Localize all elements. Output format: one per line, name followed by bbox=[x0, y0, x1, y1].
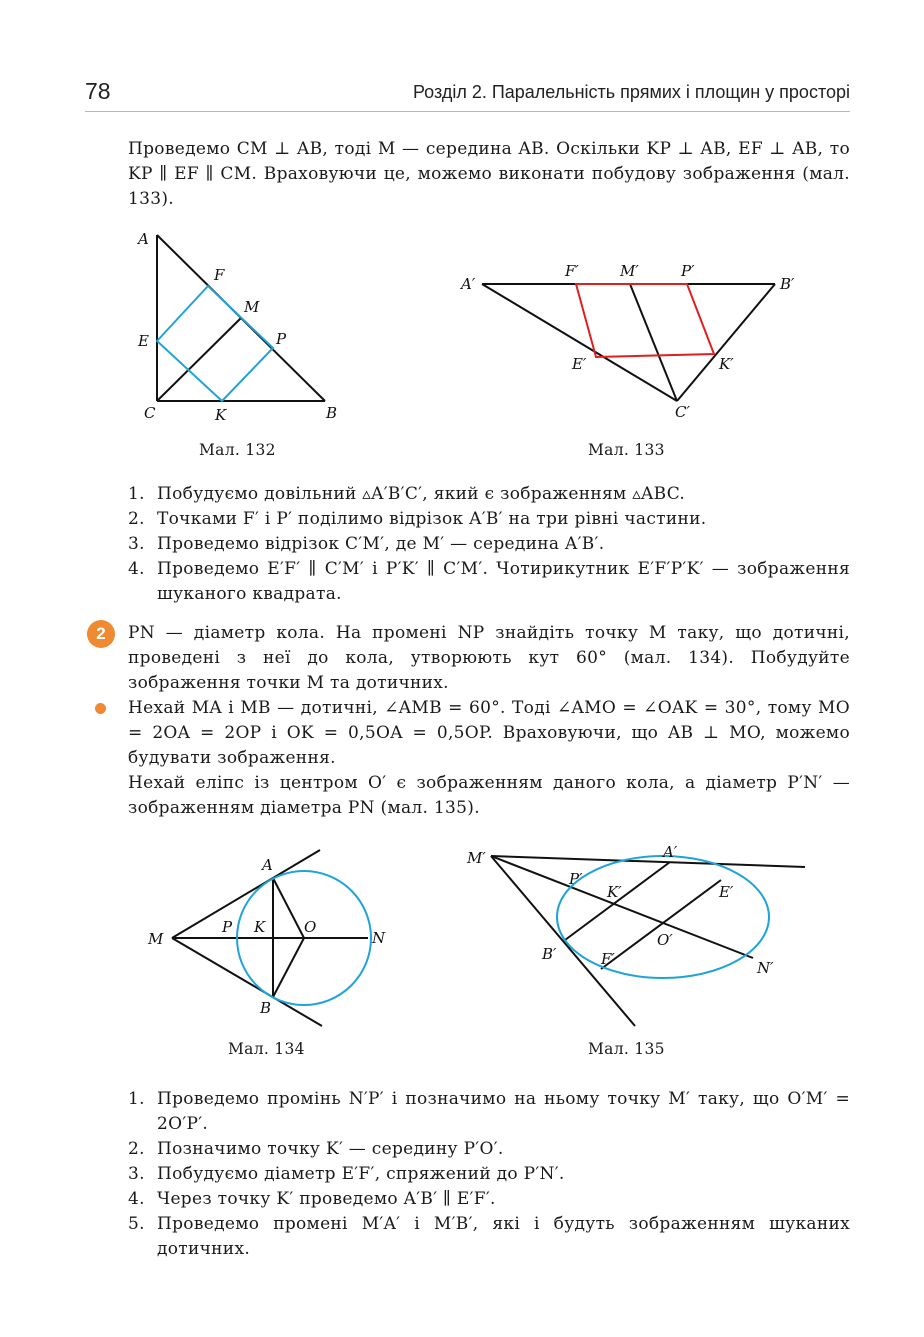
label-a-prime: A′ bbox=[461, 275, 476, 293]
label-o-prime: O′ bbox=[657, 931, 673, 949]
label-k: K bbox=[254, 918, 266, 936]
figure-134 bbox=[140, 840, 405, 1040]
label-p-prime: P′ bbox=[681, 262, 695, 280]
problem-statement: PN — діаметр кола. На промені NP знайдіть точку M таку, що дотичні, проведені з неї до кола, утворюють кут 60° (мал. 134). Побудуйте зображення точки M та дотичних. bbox=[128, 623, 850, 693]
label-f: F bbox=[214, 266, 225, 284]
label-b: B bbox=[260, 999, 272, 1017]
caption-132: Мал. 132 bbox=[199, 441, 276, 459]
solution-paragraph-2: Нехай еліпс із центром O′ є зображенням даного кола, а діаметр P′N′ — зображенням діаметра PN (мал. 135). bbox=[128, 773, 850, 818]
label-c-prime: C′ bbox=[675, 403, 690, 421]
label-e: E bbox=[138, 332, 149, 350]
label-n: N bbox=[372, 929, 386, 947]
caption-134: Мал. 134 bbox=[228, 1040, 305, 1058]
label-m-prime: M′ bbox=[620, 262, 639, 280]
label-m: M bbox=[148, 930, 164, 948]
label-n-prime: N′ bbox=[757, 959, 774, 977]
list-item: 5. Проведемо промені M′A′ і M′B′, які і будуть зображенням шуканих дотичних. bbox=[128, 1214, 850, 1259]
list-item: 1. Побудуємо довільний ▵A′B′C′, який є зображенням ▵ABC. bbox=[128, 484, 686, 504]
construction-steps-1 bbox=[128, 482, 850, 607]
label-f-prime: F′ bbox=[565, 262, 579, 280]
list-item: 3. Проведемо відрізок C′M′, де M′ — середина A′B′. bbox=[128, 534, 605, 554]
label-c: C bbox=[144, 404, 156, 422]
figure-132 bbox=[120, 220, 360, 435]
list-item: 2. Позначимо точку K′ — середину P′O′. bbox=[128, 1139, 504, 1159]
page-number: 78 bbox=[85, 78, 111, 104]
label-b: B bbox=[326, 404, 338, 422]
label-p-prime: P′ bbox=[569, 870, 583, 888]
chapter-title: Розділ 2. Паралельність прямих і площин у просторі bbox=[412, 82, 850, 102]
label-b-prime: B′ bbox=[542, 945, 557, 963]
list-item: 4. Через точку K′ проведемо A′B′ ∥ E′F′. bbox=[128, 1189, 496, 1209]
caption-133: Мал. 133 bbox=[588, 441, 665, 459]
label-k-prime: K′ bbox=[719, 355, 734, 373]
list-item: 4. Проведемо E′F′ ∥ C′M′ і P′K′ ∥ C′M′. Чотирикутник E′F′P′K′ — зображення шуканого квадрата. bbox=[128, 559, 850, 604]
list-item: 1. Проведемо промінь N′P′ і позначимо на ньому точку M′ таку, що O′M′ = 2O′P′. bbox=[128, 1089, 850, 1134]
label-k: K bbox=[215, 406, 227, 424]
header-divider bbox=[85, 111, 850, 112]
label-f-prime: F′ bbox=[601, 950, 615, 968]
list-item: 2. Точками F′ і P′ поділимо відрізок A′B′ на три рівні частини. bbox=[128, 509, 707, 529]
figure-133 bbox=[455, 255, 815, 430]
label-p: P bbox=[222, 918, 233, 936]
construction-steps-2 bbox=[128, 1087, 850, 1262]
label-b-prime: B′ bbox=[780, 275, 795, 293]
label-e-prime: E′ bbox=[719, 883, 734, 901]
solution-paragraph-1: Нехай MA і MB — дотичні, ∠AMB = 60°. Тоді ∠AMO = ∠OAK = 30°, тому MO = 2OA = 2OP і OK = 0,5OA = 0,5OP. Враховуючи, що AB ⊥ MO, можемо будувати зображення. bbox=[128, 698, 850, 768]
label-p: P bbox=[276, 330, 287, 348]
list-item: 3. Побудуємо діаметр E′F′, спряжений до P′N′. bbox=[128, 1164, 565, 1184]
solution-bullet-icon bbox=[95, 703, 106, 714]
intro-paragraph: Проведемо CM ⊥ AB, тоді M — середина AB. Оскільки KP ⊥ AB, EF ⊥ AB, то KP ∥ EF ∥ CM. Враховуючи це, можемо виконати побудову зображення (мал. 133). bbox=[128, 139, 850, 209]
label-a-prime: A′ bbox=[663, 843, 678, 861]
label-a: A bbox=[262, 856, 273, 874]
caption-135: Мал. 135 bbox=[588, 1040, 665, 1058]
label-m-prime: M′ bbox=[467, 849, 486, 867]
label-k-prime: K′ bbox=[607, 883, 622, 901]
problem-number-badge: 2 bbox=[87, 620, 115, 648]
label-e-prime: E′ bbox=[572, 355, 587, 373]
figure-135 bbox=[455, 835, 815, 1035]
label-a: A bbox=[138, 230, 149, 248]
label-o: O bbox=[304, 918, 317, 936]
label-m: M bbox=[244, 298, 260, 316]
